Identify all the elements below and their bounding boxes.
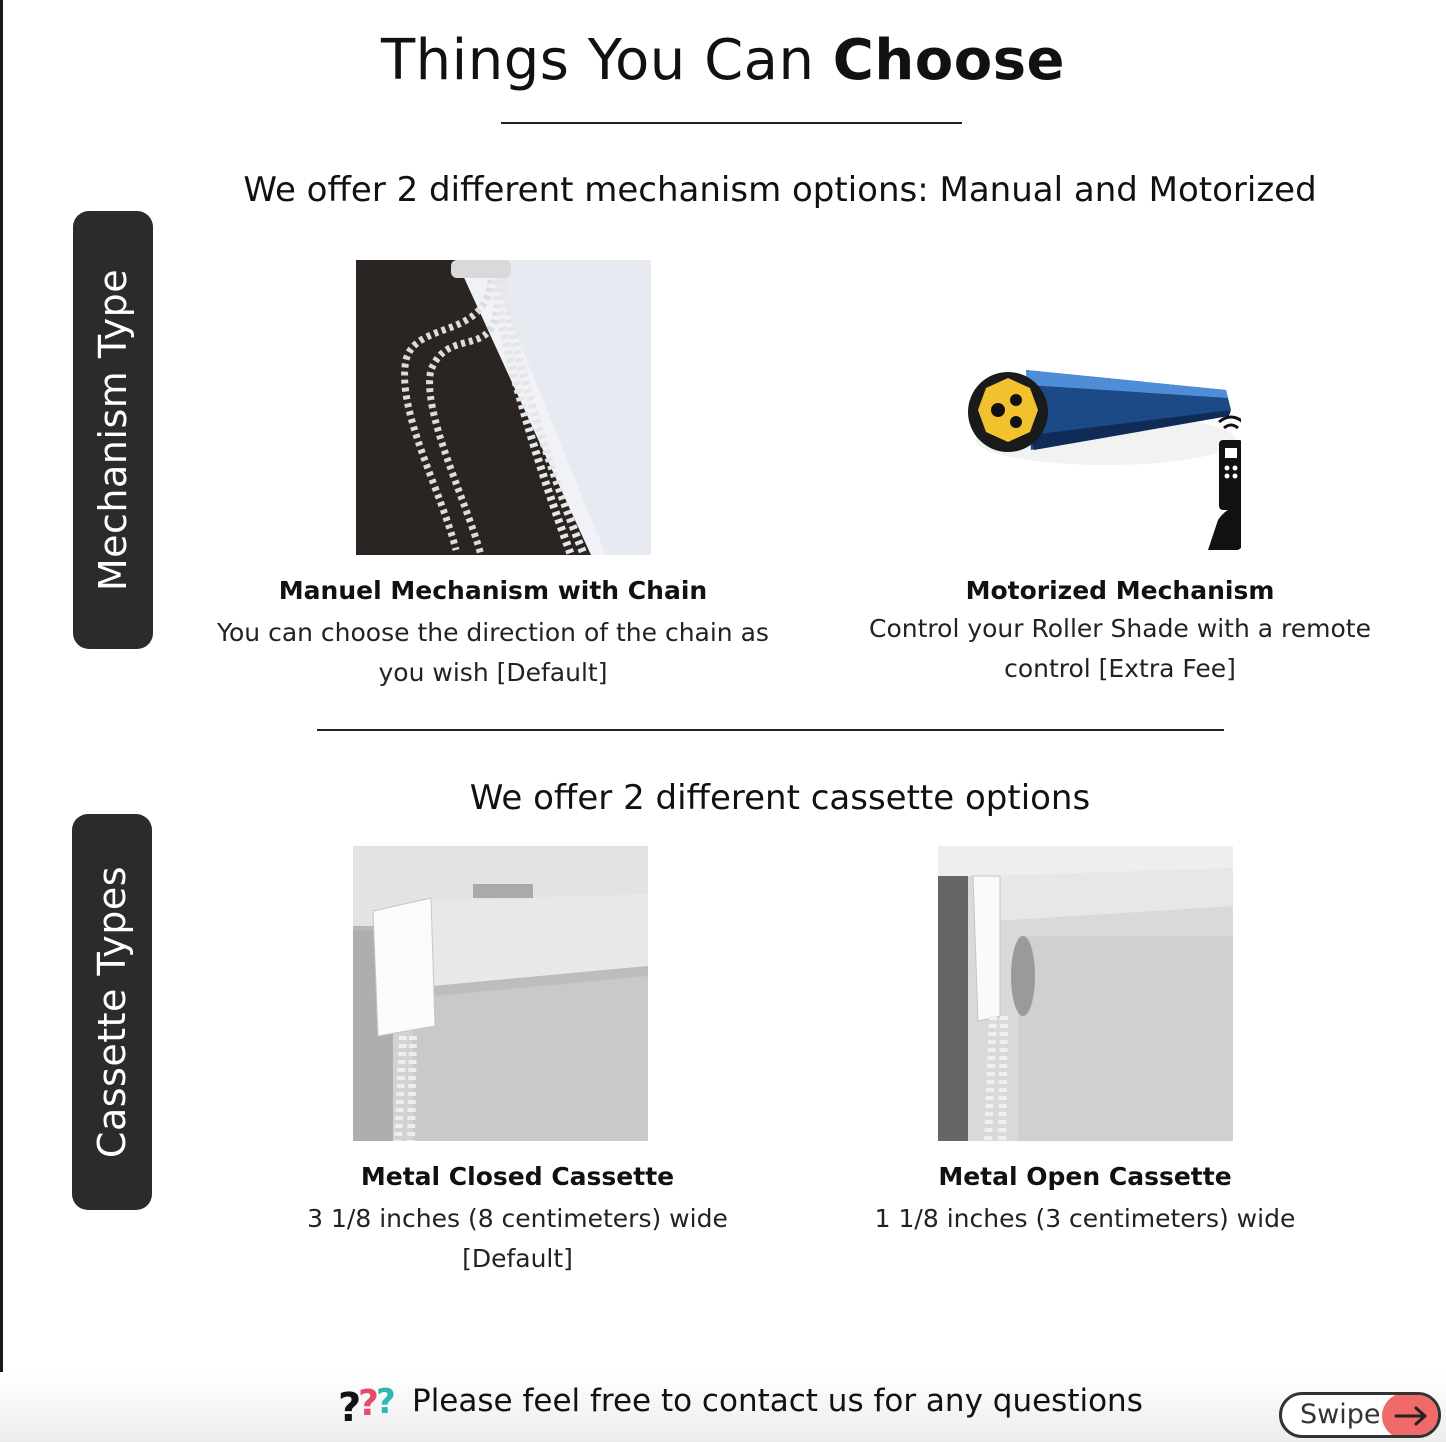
- motorized-mechanism-caption: [860, 576, 1380, 689]
- mechanism-type-tab-label: Mechanism Type: [91, 268, 135, 592]
- cassette-intro: We offer 2 different cassette options: [469, 778, 1091, 818]
- title-regular: Things You Can: [380, 28, 833, 93]
- closed-cassette-photo: [353, 846, 648, 1141]
- arrow-right-icon: [1382, 1393, 1440, 1438]
- swipe-button[interactable]: [1279, 1392, 1441, 1438]
- svg-text:?: ?: [376, 1382, 396, 1422]
- mechanism-type-tab: [73, 211, 153, 649]
- motorized-mechanism-description: Control your Roller Shade with a remote control [Extra Fee]: [869, 614, 1371, 683]
- motor-remote-photo: [946, 260, 1241, 555]
- title-divider: [501, 122, 962, 124]
- open-cassette-name: Metal Open Cassette: [938, 1162, 1232, 1191]
- contact-footer: [338, 1376, 1143, 1426]
- swipe-label: Swipe: [1300, 1399, 1381, 1430]
- cassette-types-tab: [72, 814, 152, 1210]
- question-marks-icon: [338, 1377, 402, 1425]
- section-divider: [317, 729, 1224, 731]
- closed-cassette-caption: [300, 1162, 735, 1279]
- cassette-types-tab-label: Cassette Types: [90, 865, 134, 1159]
- page-title: [0, 28, 1446, 93]
- mechanism-intro: We offer 2 different mechanism options: Manual and Motorized: [243, 170, 1317, 210]
- open-cassette-description: 1 1/8 inches (3 centimeters) wide: [874, 1204, 1296, 1233]
- contact-text: Please feel free to contact us for any questions: [412, 1383, 1143, 1419]
- svg-text:?: ?: [358, 1383, 379, 1424]
- open-cassette-caption: [860, 1162, 1310, 1239]
- manual-mechanism-name: Manuel Mechanism with Chain: [278, 576, 708, 605]
- manual-mechanism-caption: [213, 576, 773, 693]
- title-bold: Choose: [832, 28, 1066, 93]
- open-cassette-photo: [938, 846, 1233, 1141]
- closed-cassette-description: 3 1/8 inches (8 centimeters) wide [Default]: [307, 1204, 728, 1273]
- chain-photo: [356, 260, 651, 555]
- left-edge-border: [0, 0, 3, 1442]
- manual-mechanism-description: You can choose the direction of the chain as you wish [Default]: [217, 618, 769, 687]
- closed-cassette-name: Metal Closed Cassette: [360, 1162, 675, 1191]
- motorized-mechanism-name: Motorized Mechanism: [965, 576, 1275, 605]
- svg-text:?: ?: [338, 1385, 362, 1425]
